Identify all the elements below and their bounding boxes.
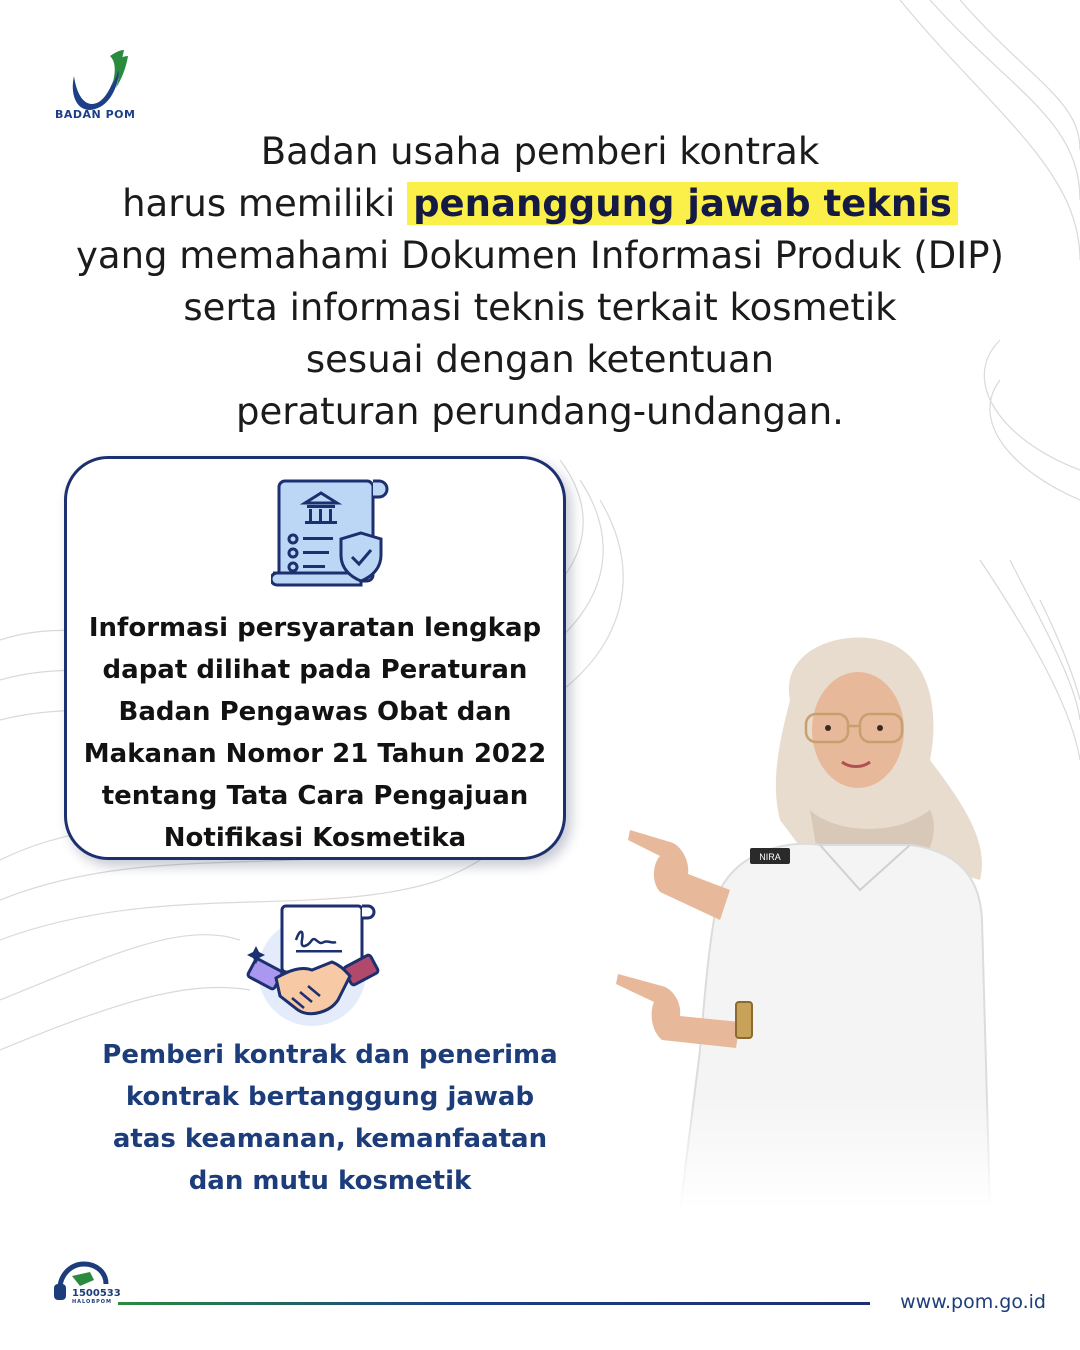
info-line: Notifikasi Kosmetika [163, 823, 467, 853]
contract-line: kontrak bertanggung jawab [125, 1082, 535, 1112]
headline-line-2: harus memiliki penanggung jawab teknis [40, 178, 1040, 230]
headline-line-6: peraturan perundang-undangan. [236, 390, 844, 433]
info-line: Badan Pengawas Obat dan [118, 697, 512, 727]
highlighted-phrase: penanggung jawab teknis [407, 182, 958, 225]
headline-line-4: serta informasi teknis terkait kosmetik [183, 286, 897, 329]
info-line: tentang Tata Cara Pengajuan [101, 781, 529, 811]
info-card-text [67, 607, 563, 859]
hotline-number: 1500533 [72, 1288, 121, 1299]
headline-line-3: yang memahami Dokumen Informasi Produk (DIP) [76, 234, 1004, 277]
contract-line: dan mutu kosmetik [188, 1166, 472, 1196]
hotline-label: HALOBPOM [72, 1299, 113, 1305]
info-line: dapat dilihat pada Peraturan [102, 655, 528, 685]
headline-line-1: Badan usaha pemberi kontrak [260, 130, 820, 173]
headline [40, 126, 1040, 438]
contract-line: Pemberi kontrak dan penerima [102, 1040, 558, 1070]
headline-line-5: sesuai dengan ketentuan [305, 338, 775, 381]
website-link[interactable]: www.pom.go.id [900, 1291, 1046, 1313]
logo-text: BADAN POM [55, 108, 136, 121]
document-shield-icon [271, 473, 393, 593]
info-card [64, 456, 566, 860]
info-line: Makanan Nomor 21 Tahun 2022 [83, 739, 547, 769]
presenter-illustration [610, 630, 1010, 1210]
info-line: Informasi persyaratan lengkap [88, 613, 542, 643]
handshake-contract-icon [246, 900, 382, 1032]
contract-line: atas keamanan, kemanfaatan [112, 1124, 548, 1154]
footer-divider [118, 1302, 870, 1305]
contract-text [40, 1034, 620, 1202]
